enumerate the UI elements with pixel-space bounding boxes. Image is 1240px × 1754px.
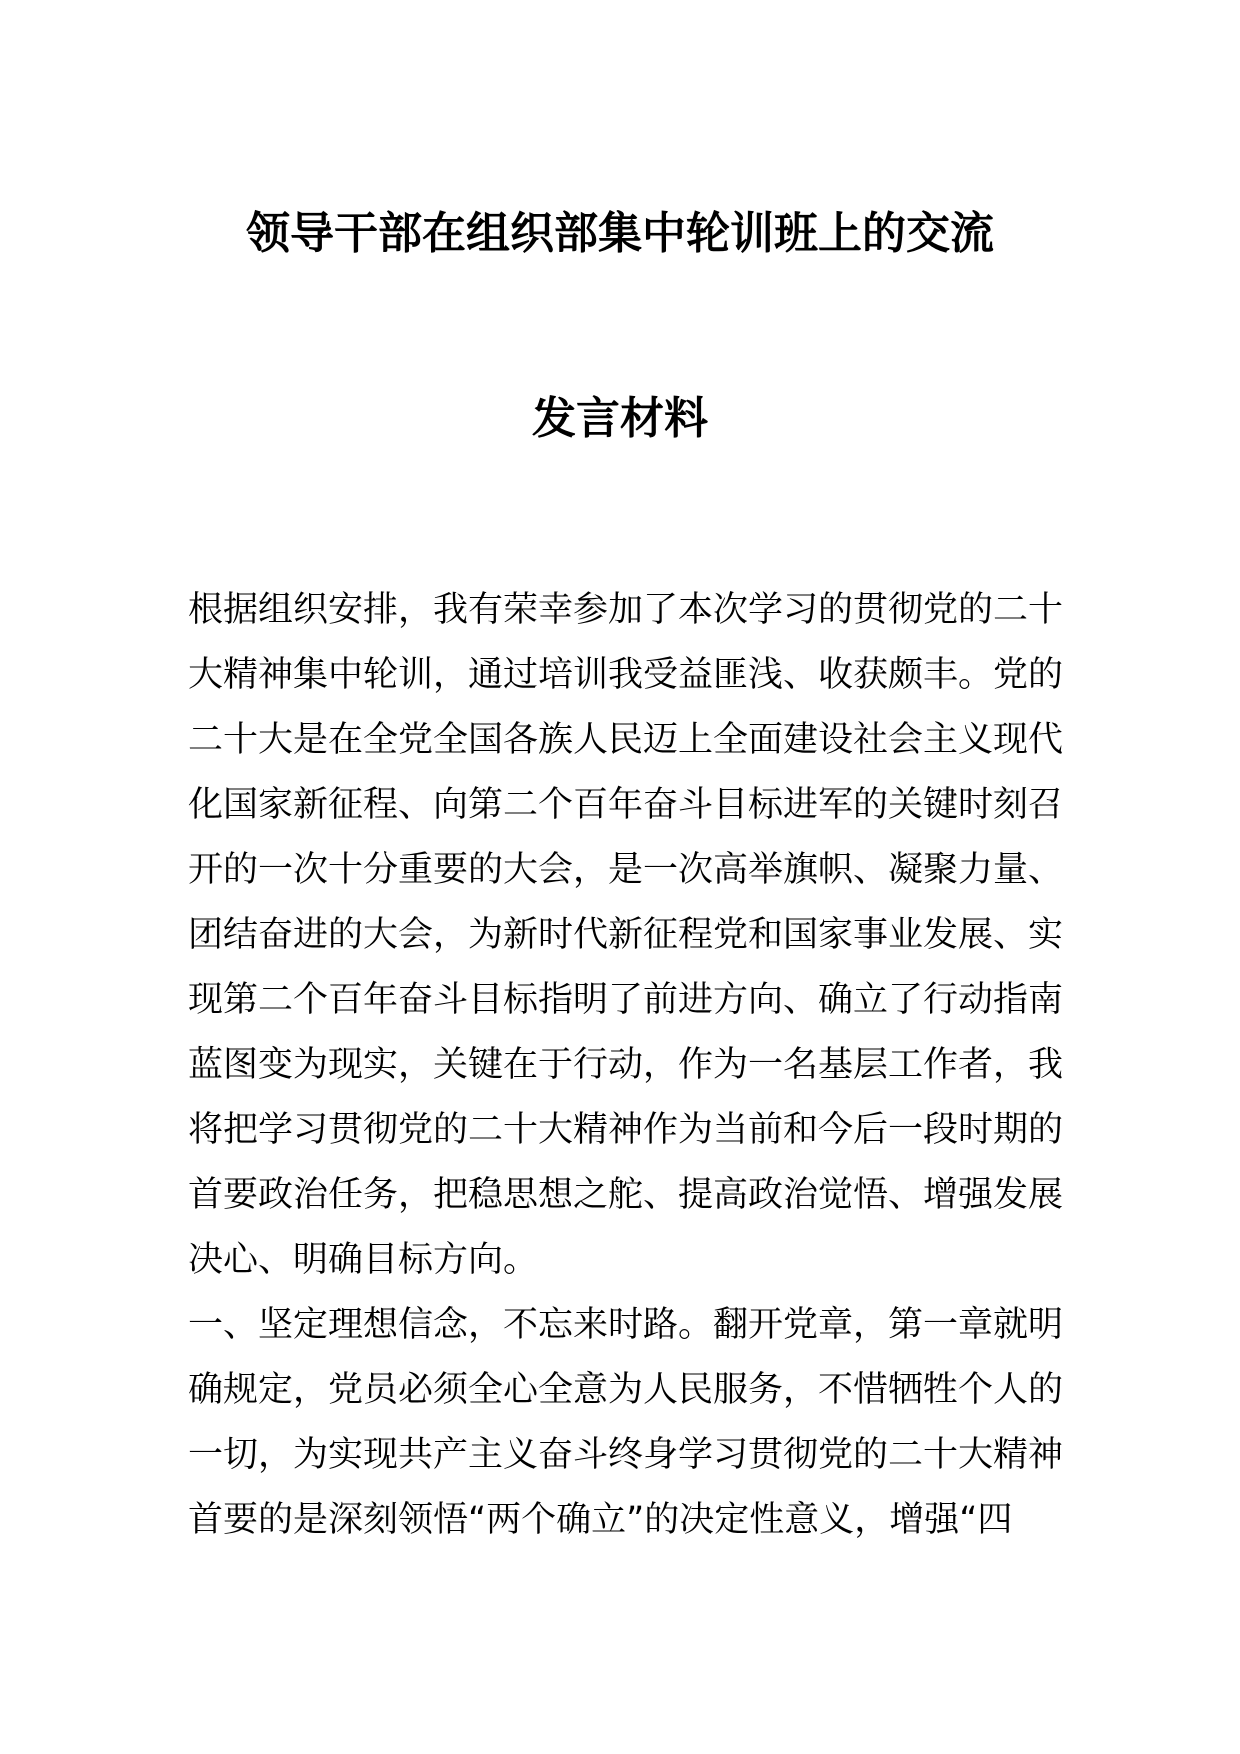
body-text-line: 开的一次十分重要的大会，是一次高举旗帜、凝聚力量、 <box>188 850 1064 890</box>
body-text-line: 一切，为实现共产主义奋斗终身学习贯彻党的二十大精神 <box>188 1435 1064 1475</box>
body-text-line: 一、坚定理想信念，不忘来时路。翻开党章，第一章就明 <box>188 1305 1064 1345</box>
document-title-line-2: 发言材料 <box>532 393 708 444</box>
body-text-line: 决心、明确目标方向。 <box>188 1240 539 1280</box>
document-body <box>188 578 1064 1553</box>
body-text-line: 将把学习贯彻党的二十大精神作为当前和今后一段时期的 <box>188 1110 1064 1150</box>
body-text-line: 确规定，党员必须全心全意为人民服务，不惜牺牲个人的 <box>188 1370 1064 1410</box>
body-text-line: 首要的是深刻领悟“两个确立”的决定性意义，增强“四 <box>188 1500 1013 1540</box>
body-text-line: 现第二个百年奋斗目标指明了前进方向、确立了行动指南 <box>188 980 1064 1020</box>
body-text-line: 二十大是在全党全国各族人民迈上全面建设社会主义现代 <box>188 720 1064 760</box>
body-text-line: 团结奋进的大会，为新时代新征程党和国家事业发展、实 <box>188 915 1064 955</box>
body-text-line: 蓝图变为现实，关键在于行动，作为一名基层工作者，我 <box>188 1045 1064 1085</box>
body-text-line: 首要政治任务，把稳思想之舵、提高政治觉悟、增强发展 <box>188 1175 1064 1215</box>
body-text-line: 大精神集中轮训，通过培训我受益匪浅、收获颇丰。党的 <box>188 655 1064 695</box>
document-title-line-1: 领导干部在组织部集中轮训班上的交流 <box>246 208 994 259</box>
body-text-line: 化国家新征程、向第二个百年奋斗目标进军的关键时刻召 <box>188 785 1064 825</box>
body-text-line: 根据组织安排，我有荣幸参加了本次学习的贯彻党的二十 <box>188 590 1064 630</box>
